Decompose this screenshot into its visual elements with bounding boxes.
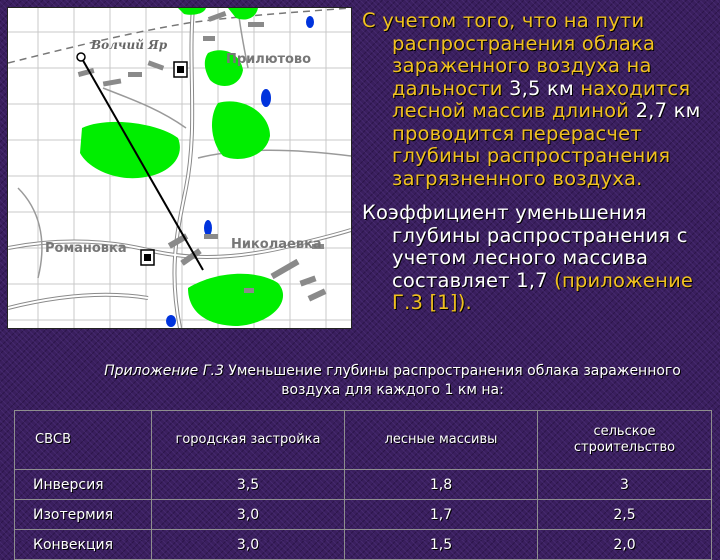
table-cell: 1,5	[345, 530, 538, 560]
text-segment: проводится перерасчет глубины распространения загрязненного воздуха.	[392, 121, 671, 190]
table-row	[15, 530, 712, 560]
coefficient-value: 1,7	[516, 268, 548, 292]
source-point-marker	[77, 53, 85, 61]
label-prilyutovo: Прилютово	[226, 52, 312, 67]
header-cell: СВСВ	[15, 411, 152, 470]
header-cell: сельское строительство	[538, 411, 712, 470]
distance-value: 3,5 км	[509, 76, 574, 100]
table-cell: 1,8	[345, 470, 538, 500]
table-header-row	[15, 411, 712, 470]
table-caption	[80, 362, 705, 400]
text-segment: С учетом того, что на пути распространения облака зараженного воздуха на дальности	[362, 9, 656, 100]
paragraph-coefficient	[362, 202, 714, 315]
explanation-text	[362, 10, 714, 327]
forest-length-value: 2,7 км	[635, 99, 701, 122]
table-cell: 3	[538, 470, 712, 500]
table-cell: 3,0	[152, 500, 345, 530]
paragraph-recalculation	[362, 10, 714, 190]
table-cell: 2,5	[538, 500, 712, 530]
map-graphic	[8, 8, 351, 328]
table-cell: Изотермия	[15, 500, 152, 530]
table-cell: 2,0	[538, 530, 712, 560]
reduction-table	[14, 410, 712, 560]
table-cell: 1,7	[345, 500, 538, 530]
table-row	[15, 500, 712, 530]
reference-text: (приложение Г.3 [1]).	[392, 268, 694, 314]
table-cell: 3,0	[152, 530, 345, 560]
label-romanovka: Романовка	[45, 241, 127, 256]
table-cell: 3,5	[152, 470, 345, 500]
header-cell: городская застройка	[152, 411, 345, 470]
text-segment: находится лесной массив длиной	[392, 76, 691, 122]
table-cell: Конвекция	[15, 530, 152, 560]
caption-text: Уменьшение глубины распространения облака зараженного воздуха для каждого 1 км на:	[223, 363, 681, 398]
text-segment: Коэффициент уменьшения глубины распространения с учетом лесного массива составляет	[362, 201, 688, 292]
header-cell: лесные массивы	[345, 411, 538, 470]
table-cell: Инверсия	[15, 470, 152, 500]
label-nikolaevka: Николаевка	[231, 237, 322, 252]
label-volchiy-yar: Волчий Яр	[91, 38, 168, 52]
caption-label: Приложение Г.3	[104, 363, 224, 379]
situation-map	[7, 7, 352, 329]
table-row	[15, 470, 712, 500]
